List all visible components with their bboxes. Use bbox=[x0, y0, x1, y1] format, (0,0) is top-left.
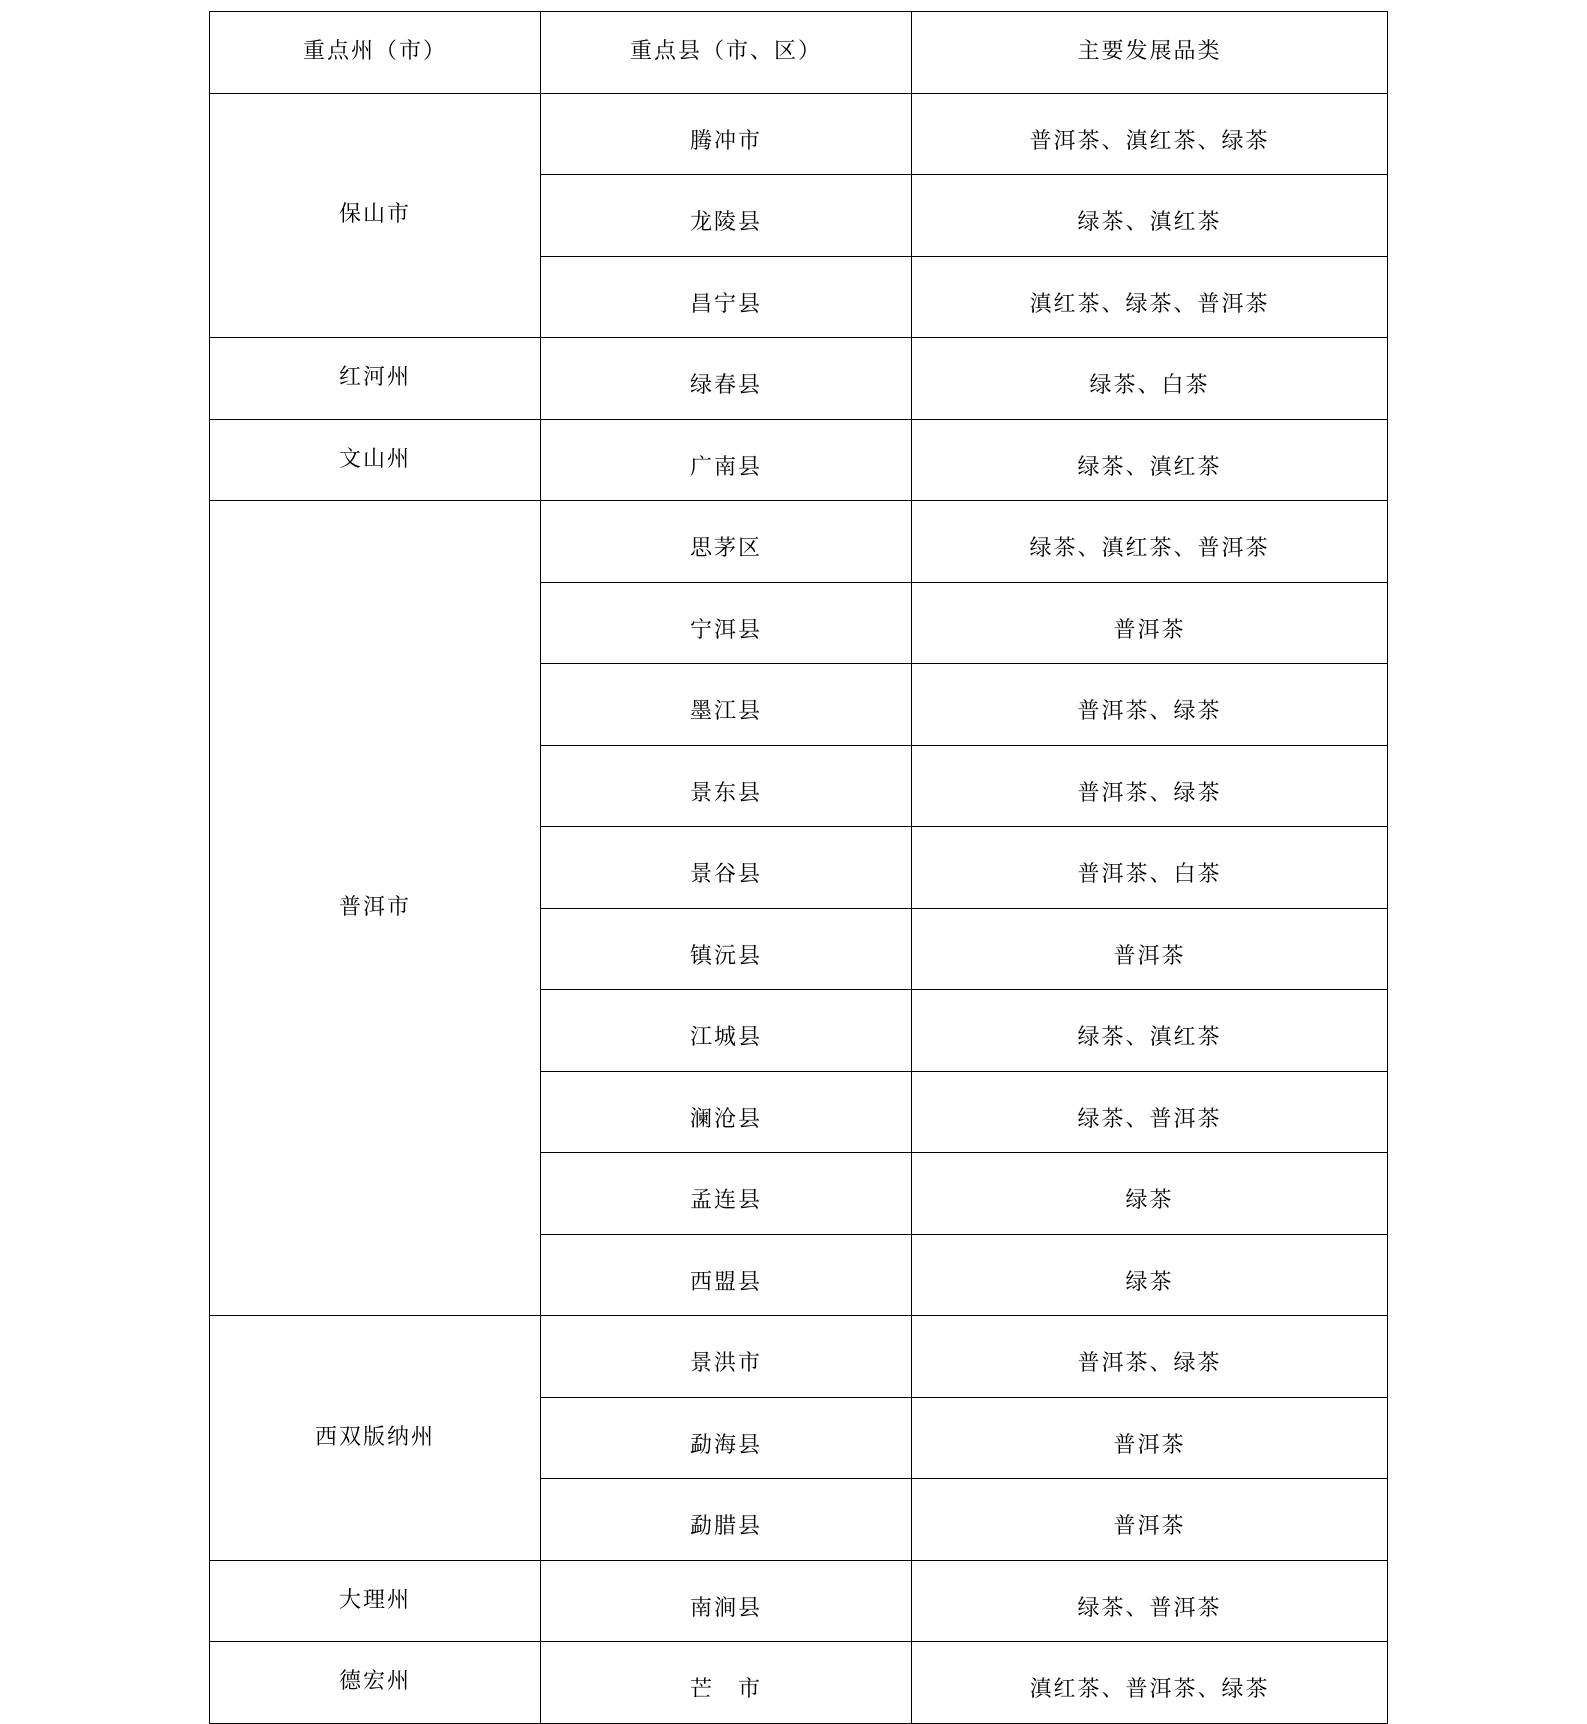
prefecture-cell: 保山市 bbox=[210, 93, 541, 338]
county-cell: 龙陵县 bbox=[541, 175, 912, 257]
category-cell: 普洱茶 bbox=[912, 908, 1388, 990]
table-row bbox=[210, 419, 1388, 501]
header-category: 主要发展品类 bbox=[912, 12, 1388, 94]
county-cell: 景东县 bbox=[541, 745, 912, 827]
prefecture-cell: 大理州 bbox=[210, 1560, 541, 1642]
header-prefecture: 重点州（市） bbox=[210, 12, 541, 94]
county-cell: 景洪市 bbox=[541, 1316, 912, 1398]
county-cell: 镇沅县 bbox=[541, 908, 912, 990]
table-row bbox=[210, 1316, 1388, 1398]
category-cell: 普洱茶、绿茶 bbox=[912, 745, 1388, 827]
category-cell: 滇红茶、绿茶、普洱茶 bbox=[912, 256, 1388, 338]
prefecture-cell: 普洱市 bbox=[210, 501, 541, 1316]
category-cell: 绿茶、滇红茶、普洱茶 bbox=[912, 501, 1388, 583]
prefecture-cell: 德宏州 bbox=[210, 1642, 541, 1724]
table-row bbox=[210, 1642, 1388, 1724]
county-cell: 绿春县 bbox=[541, 338, 912, 420]
category-cell: 绿茶、滇红茶 bbox=[912, 175, 1388, 257]
county-cell: 芒 市 bbox=[541, 1642, 912, 1724]
category-cell: 绿茶、白茶 bbox=[912, 338, 1388, 420]
county-cell: 勐海县 bbox=[541, 1397, 912, 1479]
county-cell: 思茅区 bbox=[541, 501, 912, 583]
county-cell: 西盟县 bbox=[541, 1234, 912, 1316]
table-row bbox=[210, 338, 1388, 420]
county-cell: 腾冲市 bbox=[541, 93, 912, 175]
category-cell: 普洱茶、白茶 bbox=[912, 827, 1388, 909]
category-cell: 普洱茶、绿茶 bbox=[912, 1316, 1388, 1398]
category-cell: 普洱茶 bbox=[912, 1397, 1388, 1479]
prefecture-cell: 文山州 bbox=[210, 419, 541, 501]
category-cell: 绿茶 bbox=[912, 1234, 1388, 1316]
table-body bbox=[210, 93, 1388, 1723]
table-row bbox=[210, 1560, 1388, 1642]
county-cell: 江城县 bbox=[541, 990, 912, 1072]
category-cell: 绿茶、滇红茶 bbox=[912, 419, 1388, 501]
county-cell: 南涧县 bbox=[541, 1560, 912, 1642]
category-cell: 绿茶 bbox=[912, 1153, 1388, 1235]
category-cell: 绿茶、普洱茶 bbox=[912, 1560, 1388, 1642]
county-cell: 勐腊县 bbox=[541, 1479, 912, 1561]
county-cell: 墨江县 bbox=[541, 664, 912, 746]
category-cell: 绿茶、普洱茶 bbox=[912, 1071, 1388, 1153]
county-cell: 宁洱县 bbox=[541, 582, 912, 664]
prefecture-cell: 红河州 bbox=[210, 338, 541, 420]
county-cell: 景谷县 bbox=[541, 827, 912, 909]
category-cell: 普洱茶、绿茶 bbox=[912, 664, 1388, 746]
category-cell: 普洱茶、滇红茶、绿茶 bbox=[912, 93, 1388, 175]
category-cell: 普洱茶 bbox=[912, 1479, 1388, 1561]
header-county: 重点县（市、区） bbox=[541, 12, 912, 94]
county-cell: 昌宁县 bbox=[541, 256, 912, 338]
category-cell: 绿茶、滇红茶 bbox=[912, 990, 1388, 1072]
category-cell: 滇红茶、普洱茶、绿茶 bbox=[912, 1642, 1388, 1724]
county-cell: 孟连县 bbox=[541, 1153, 912, 1235]
table-row bbox=[210, 93, 1388, 175]
table-header-row bbox=[210, 12, 1388, 94]
table-row bbox=[210, 501, 1388, 583]
prefecture-cell: 西双版纳州 bbox=[210, 1316, 541, 1561]
county-cell: 澜沧县 bbox=[541, 1071, 912, 1153]
category-cell: 普洱茶 bbox=[912, 582, 1388, 664]
tea-varieties-table bbox=[209, 11, 1388, 1724]
county-cell: 广南县 bbox=[541, 419, 912, 501]
